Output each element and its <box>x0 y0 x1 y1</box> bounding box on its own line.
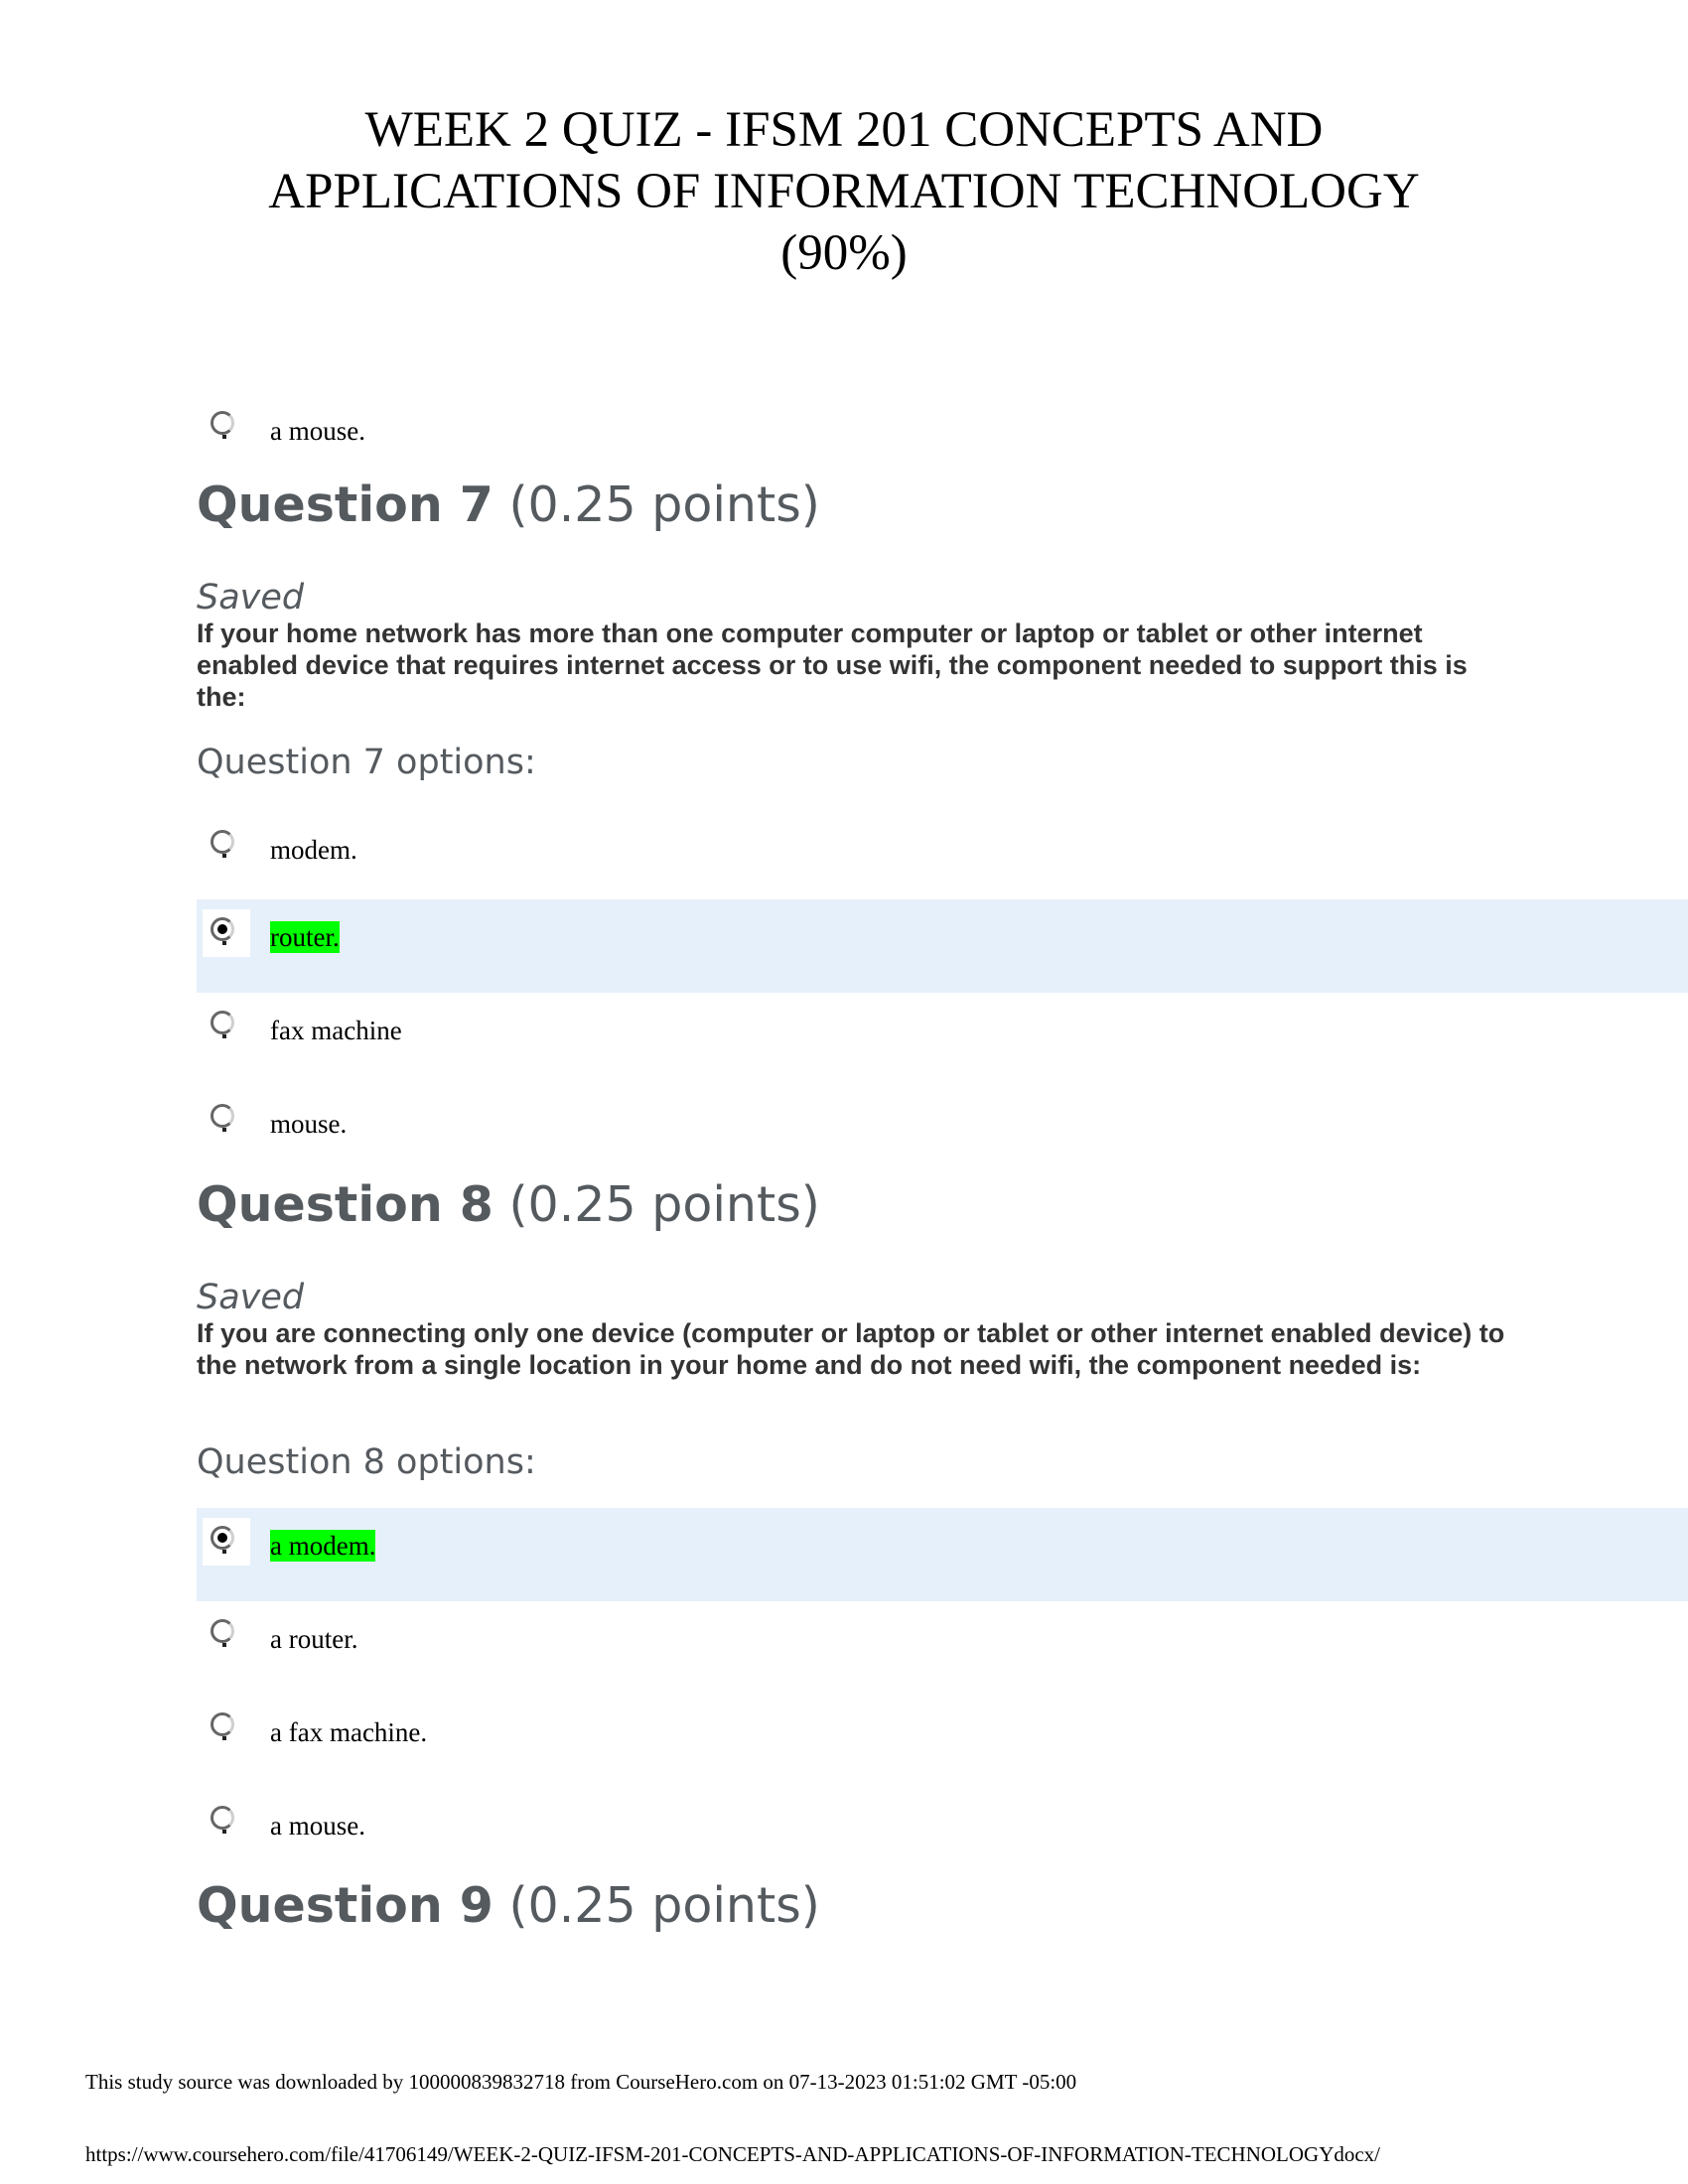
radio-button-icon[interactable] <box>203 1611 250 1659</box>
option-label: fax machine <box>270 1016 402 1045</box>
question-points: (0.25 points) <box>508 1877 820 1934</box>
question-number: Question 7 <box>197 477 493 533</box>
q8-option-modem[interactable] <box>197 1508 1688 1601</box>
title-line-1: WEEK 2 QUIZ - IFSM 201 CONCEPTS AND <box>364 102 1324 158</box>
q8-option-router[interactable] <box>197 1601 1688 1695</box>
question-8-options-label: Question 8 options: <box>197 1442 536 1482</box>
option-label: a mouse. <box>270 1811 365 1841</box>
q6-option-mouse[interactable] <box>197 393 1688 486</box>
q8-option-mouse[interactable] <box>197 1788 1688 1881</box>
question-8-saved-status: Saved <box>197 1278 305 1317</box>
title-line-2: APPLICATIONS OF INFORMATION TECHNOLOGY <box>268 164 1420 219</box>
question-7-options-label: Question 7 options: <box>197 743 536 782</box>
option-label: a router. <box>270 1624 358 1654</box>
radio-button-selected-icon[interactable] <box>203 1518 250 1566</box>
title-line-3: (90%) <box>780 225 908 281</box>
q8-option-fax-machine[interactable] <box>197 1695 1688 1788</box>
option-label: mouse. <box>270 1109 348 1139</box>
question-9-heading <box>197 1876 820 1936</box>
q7-option-router[interactable] <box>197 899 1688 993</box>
question-7-saved-status: Saved <box>197 578 305 617</box>
question-7-heading <box>197 476 820 535</box>
option-label: router. <box>270 922 340 952</box>
radio-button-icon[interactable] <box>203 1798 250 1845</box>
question-8-prompt: If you are connecting only one device (computer or laptop or tablet or other internet enabled device) to the network from a single location in your home and do not need wifi, the component needed is: <box>197 1318 1505 1380</box>
question-number: Question 9 <box>197 1877 493 1934</box>
radio-button-icon[interactable] <box>203 1096 250 1144</box>
question-points: (0.25 points) <box>508 1176 820 1233</box>
option-label: a modem. <box>270 1531 376 1561</box>
page-title <box>149 99 1539 284</box>
download-notice: This study source was downloaded by 100000839832718 from CourseHero.com on 07-13-2023 01:51:02 GMT -05:00 <box>85 2070 1077 2094</box>
source-url-link[interactable]: https://www.coursehero.com/file/41706149/WEEK-2-QUIZ-IFSM-201-CONCEPTS-AND-APPLICATIONS-OF-INFORMATION-TECHNOLOGYdocx/ <box>85 2142 1381 2166</box>
option-label: a mouse. <box>270 416 365 446</box>
question-points: (0.25 points) <box>508 477 820 533</box>
radio-button-selected-icon[interactable] <box>203 909 250 957</box>
q7-option-modem[interactable] <box>197 812 1688 905</box>
question-8-heading <box>197 1175 820 1235</box>
radio-button-icon[interactable] <box>203 403 250 451</box>
radio-button-icon[interactable] <box>203 1705 250 1752</box>
question-number: Question 8 <box>197 1176 493 1233</box>
option-label: modem. <box>270 835 357 865</box>
radio-button-icon[interactable] <box>203 822 250 870</box>
q7-option-fax-machine[interactable] <box>197 993 1688 1086</box>
q7-option-mouse[interactable] <box>197 1086 1688 1179</box>
question-7-prompt: If your home network has more than one computer computer or laptop or tablet or other internet enabled device that requires internet access or to use wifi, the component needed to support this is the: <box>197 618 1468 712</box>
option-label: a fax machine. <box>270 1717 428 1747</box>
radio-button-icon[interactable] <box>203 1003 250 1050</box>
